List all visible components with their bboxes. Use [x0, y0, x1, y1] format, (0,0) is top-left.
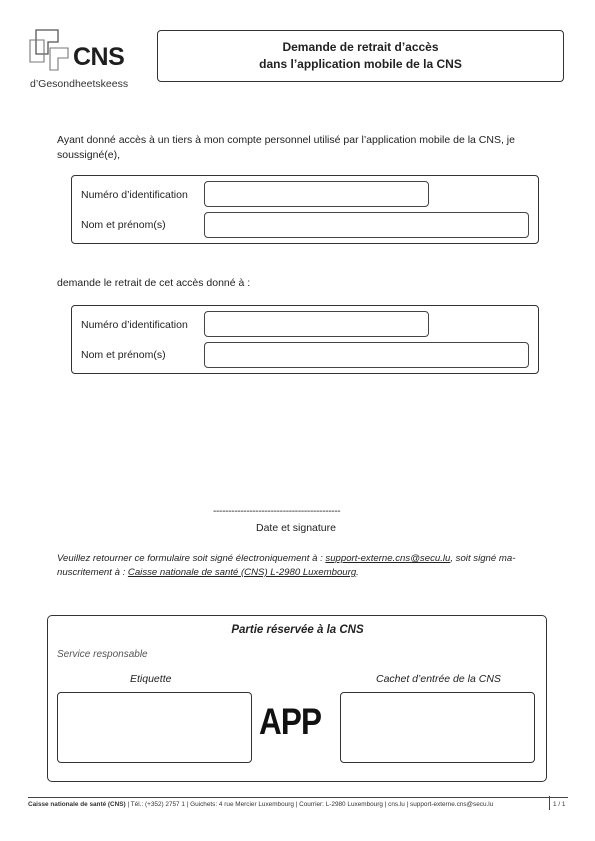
document-title	[157, 30, 564, 82]
third-party-id-label: Numéro d’identification	[81, 319, 188, 331]
third-party-name-input[interactable]	[204, 342, 529, 368]
signature-line[interactable]: ------------------------------------------	[213, 506, 341, 517]
notice-part-3: .	[356, 567, 359, 578]
page-number: 1 / 1	[553, 801, 566, 808]
page-separator	[549, 796, 550, 810]
etiquette-box	[57, 692, 252, 763]
etiquette-label: Etiquette	[130, 673, 172, 685]
entry-stamp-label: Cachet d’entrée de la CNS	[376, 673, 501, 685]
footer	[28, 801, 568, 808]
postal-address-link[interactable]: Caisse nationale de santé (CNS) L-2980 Luxembourg	[127, 567, 357, 578]
support-email-link[interactable]: support-externe.cns@secu.lu	[325, 553, 451, 564]
intro-text: Ayant donné accès à un tiers à mon compte personnel utilisé par l’application mobile de la CNS, je soussigné(e),	[57, 134, 515, 161]
withdrawal-text: demande le retrait de cet accès donné à :	[57, 277, 251, 289]
return-instructions	[57, 552, 547, 580]
cns-reserved-title: Partie réservée à la CNS	[231, 624, 364, 636]
logo-name: CNS	[73, 43, 125, 71]
third-party-id-input[interactable]	[204, 311, 429, 337]
requester-name-label: Nom et prénom(s)	[81, 219, 166, 231]
notice-part-2: , soit signé ma-nuscritement à :	[57, 553, 516, 578]
third-party-name-label: Nom et prénom(s)	[81, 349, 166, 361]
title-line-2: dans l’application mobile de la CNS	[259, 57, 462, 71]
footer-divider	[28, 797, 568, 798]
service-responsible-label: Service responsable	[57, 649, 148, 660]
requester-name-input[interactable]	[204, 212, 529, 238]
cns-logo-icon	[28, 28, 72, 74]
requester-id-input[interactable]	[204, 181, 429, 207]
footer-org: Caisse nationale de santé (CNS)	[28, 801, 126, 808]
title-line-1: Demande de retrait d’accès	[282, 40, 439, 54]
entry-stamp-box	[340, 692, 535, 763]
signature-label: Date et signature	[256, 522, 336, 534]
notice-part-1: Veuillez retourner ce formulaire soit signé électroniquement à :	[57, 553, 326, 564]
footer-details: | Tél.: (+352) 2757 1 | Guichets: 4 rue Mercier Luxembourg | Courrier: L-2980 Luxembourg | cns.lu | support-externe.cns@secu.lu	[125, 801, 494, 808]
requester-id-label: Numéro d’identification	[81, 189, 188, 201]
logo-subtitle: d’Gesondheetskeess	[30, 78, 129, 90]
app-mark: APP	[259, 701, 322, 742]
